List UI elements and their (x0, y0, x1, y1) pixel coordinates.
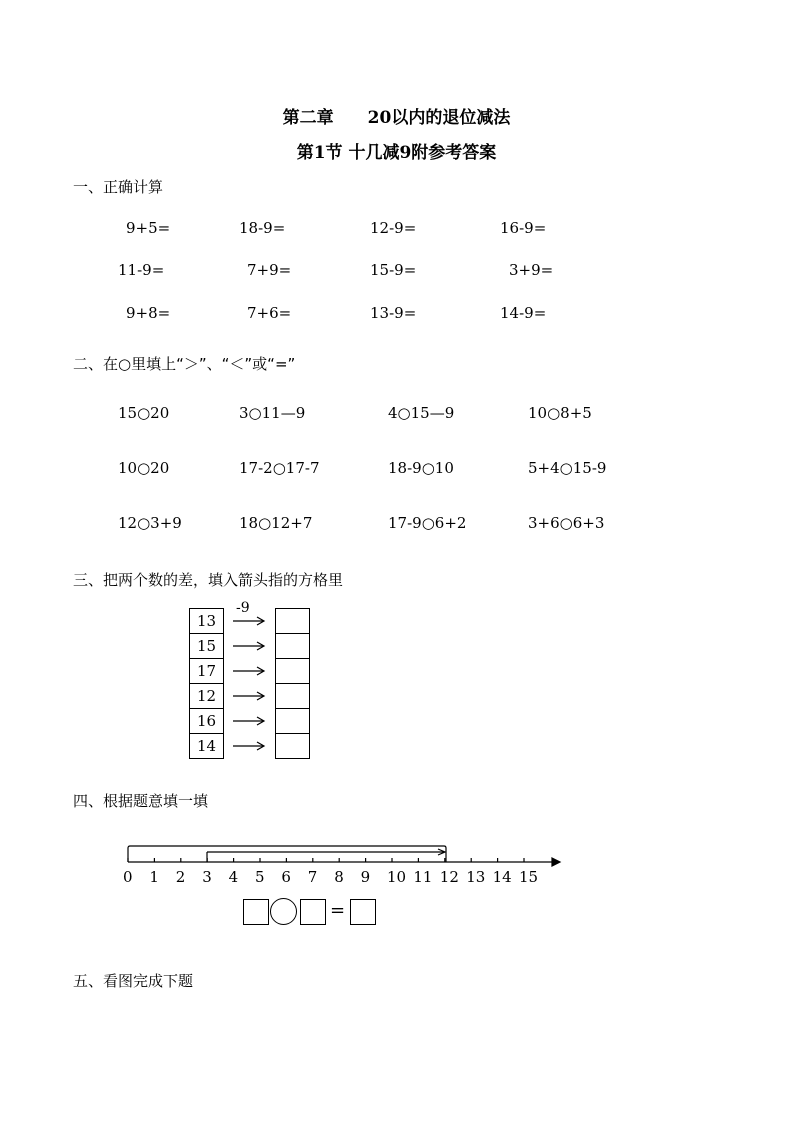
calc-item: 11-9= (118, 261, 165, 279)
calc-item: 7+6= (247, 304, 292, 322)
compare-item: 18-9○10 (388, 459, 454, 477)
tick-label: 13 (466, 868, 486, 886)
compare-item: 10○8+5 (528, 404, 592, 422)
tick-label: 12 (439, 868, 459, 886)
compare-item: 5+4○15-9 (528, 459, 607, 477)
calc-item: 14-9= (500, 304, 547, 322)
section-2-title: 二、在○里填上“＞”、“＜”或“=” (73, 355, 296, 373)
arrow-right-icon (552, 858, 560, 866)
compare-item: 4○15—9 (388, 404, 455, 422)
answer-box[interactable] (276, 734, 309, 758)
tick-label: 6 (281, 868, 291, 886)
blank-box-2[interactable] (300, 899, 326, 925)
arrows-group (230, 608, 270, 760)
section-1-title: 一、正确计算 (73, 178, 164, 196)
op-label: -9 (236, 600, 250, 616)
number-cell: 14 (196, 737, 217, 755)
calc-item: 16-9= (500, 219, 547, 237)
compare-item: 10○20 (118, 459, 170, 477)
calc-item: 9+5= (126, 219, 171, 237)
compare-item: 17-9○6+2 (388, 514, 467, 532)
number-cell: 13 (190, 609, 223, 634)
right-arrow-icon (233, 642, 264, 650)
section-3-title: 三、把两个数的差，填入箭头指的方格里 (73, 571, 344, 589)
calc-item: 12-9= (370, 219, 417, 237)
tick-label: 8 (334, 868, 344, 886)
number-cell: 12 (190, 684, 223, 709)
bracket-0-12 (128, 846, 446, 862)
right-arrow-icon (233, 717, 264, 725)
blank-circle[interactable] (270, 898, 297, 925)
answer-box[interactable] (276, 609, 309, 634)
number-cell: 15 (190, 634, 223, 659)
right-arrow-icon (233, 742, 264, 750)
tick-label: 1 (149, 868, 159, 886)
answer-box[interactable] (276, 709, 309, 734)
tick-label: 3 (202, 868, 212, 886)
tick-label: 10 (387, 868, 407, 886)
tick-label: 4 (228, 868, 239, 886)
answer-box[interactable] (276, 634, 309, 659)
section-4-title: 四、根据题意填一填 (73, 792, 209, 810)
answer-column (275, 608, 310, 759)
right-arrow-icon (233, 617, 264, 625)
chapter-title: 第二章 20以内的退位减法 (282, 108, 511, 128)
number-line (120, 838, 565, 870)
calc-item: 3+9= (509, 261, 554, 279)
compare-item: 3○11—9 (239, 404, 306, 422)
tick-label: 7 (307, 868, 318, 886)
compare-item: 15○20 (118, 404, 170, 422)
calc-item: 15-9= (370, 261, 417, 279)
tick-label: 14 (492, 868, 512, 886)
number-cell: 16 (190, 709, 223, 734)
section-5-title: 五、看图完成下题 (73, 972, 194, 990)
tick-label: 2 (175, 868, 186, 886)
tick-label: 9 (360, 868, 371, 886)
compare-item: 12○3+9 (118, 514, 182, 532)
answer-box[interactable] (276, 659, 309, 684)
blank-box-1[interactable] (243, 899, 269, 925)
blank-box-3[interactable] (350, 899, 376, 925)
compare-item: 17-2○17-7 (239, 459, 320, 477)
right-arrow-icon (233, 692, 264, 700)
calc-item: 18-9= (239, 219, 286, 237)
calc-item: 9+8= (126, 304, 171, 322)
compare-item: 18○12+7 (239, 514, 313, 532)
calc-item: 13-9= (370, 304, 417, 322)
section-title: 第1节 十几减9附参考答案 (296, 143, 497, 163)
number-cell: 17 (190, 659, 223, 684)
right-arrow-icon (233, 667, 264, 675)
number-column (189, 608, 224, 759)
tick-label: 15 (519, 868, 539, 886)
calc-item: 7+9= (247, 261, 292, 279)
tick-label: 11 (413, 868, 433, 886)
answer-box[interactable] (276, 684, 309, 709)
equals-sign: = (330, 900, 346, 921)
tick-label: 5 (255, 868, 265, 886)
compare-item: 3+6○6+3 (528, 514, 605, 532)
tick-label: 0 (123, 868, 133, 886)
